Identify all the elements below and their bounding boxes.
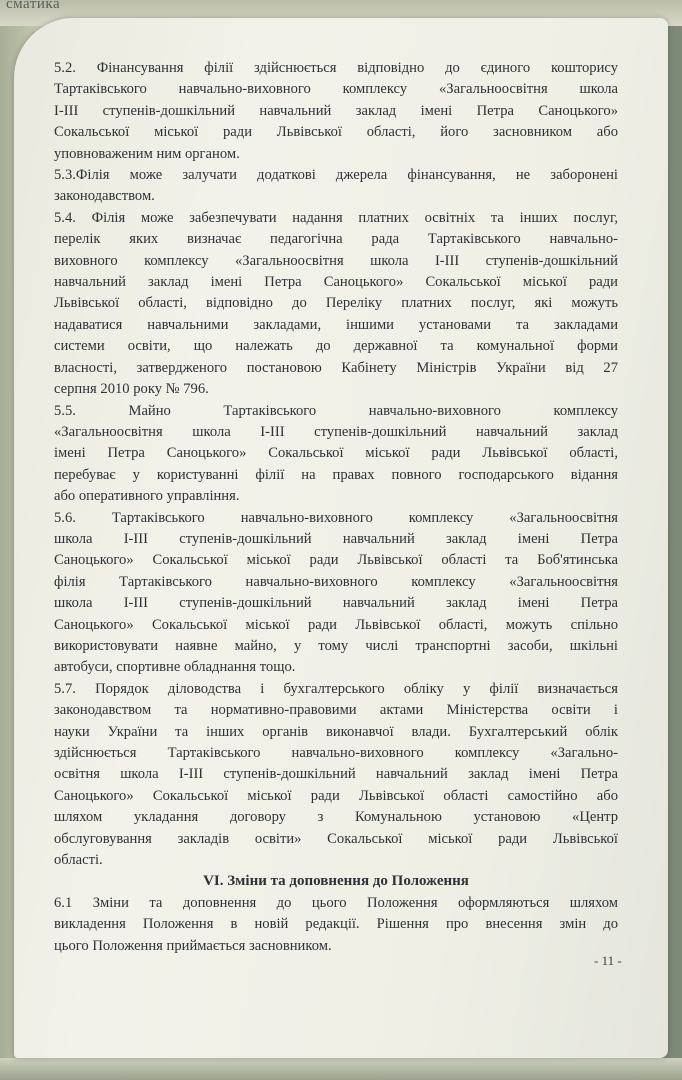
text-line: 5.4. Філія може забезпечувати надання платних освітніх та інших послуг, xyxy=(54,209,618,226)
document-page xyxy=(14,18,668,1058)
text-line: здійснюється Тартаківського навчально-виховного комплексу «Загально- xyxy=(54,745,618,761)
text-line: серпня 2010 року № 796. xyxy=(54,381,209,398)
text-line: 5.5. Майно Тартаківського навчально-виховного комплексу xyxy=(54,402,618,419)
text-line: надаватися навчальними закладами, іншими установами та закладами xyxy=(54,316,618,333)
text-line: 5.6. Тартаківського навчально-виховного комплексу «Загальноосвітня xyxy=(54,509,618,526)
text-line: Саноцького» Сокальської міської ради Львівської області, можуть спільно xyxy=(54,616,618,633)
text-line: Тартаківського навчально-виховного комплексу «Загальноосвітня школа xyxy=(54,81,618,98)
text-line: використовувати наявне майно, у тому числі транспортні засоби, шкільні xyxy=(54,637,618,654)
text-line: науки України та інших органів виконавчої влади. Бухгалтерський облік xyxy=(54,723,618,740)
text-line: законодавством та нормативно-правовими актами Міністерства освіти і xyxy=(54,702,618,719)
text-line: перебуває у користуванні філії на правах повного господарського відання xyxy=(54,466,618,483)
text-line: освітня школа І-ІІІ ступенів-дошкільний навчальний заклад імені Петра xyxy=(54,766,618,783)
text-line: законодавством. xyxy=(54,188,155,205)
text-line: 5.7. Порядок діловодства і бухгалтерського обліку у філії визначається xyxy=(54,680,618,697)
text-line: області. xyxy=(54,852,103,869)
text-line: обслуговування закладів освіти» Сокальської міської ради Львівської xyxy=(54,830,618,847)
text-line: 6.1 Зміни та доповнення до цього Положення оформляються шляхом xyxy=(54,894,618,911)
text-line: Саноцького» Сокальської міської ради Львівської області самостійно або xyxy=(54,787,618,804)
text-line: школа І-ІІІ ступенів-дошкільний навчальний заклад імені Петра xyxy=(54,595,618,612)
next-page-strip xyxy=(0,1058,682,1080)
previous-page-fragment: сматика xyxy=(6,0,61,12)
paragraph-6-1 xyxy=(54,893,618,957)
text-line: імені Петра Саноцького» Сокальської міської ради Львівської області, xyxy=(54,445,618,462)
paragraph-5-5 xyxy=(54,401,618,508)
text-line: Саноцького» Сокальської міської ради Львівської області та Боб'ятинська xyxy=(54,552,618,569)
page-number: - 11 - xyxy=(594,953,622,968)
paragraph-5-7 xyxy=(54,679,618,872)
text-line: філія Тартаківського навчально-виховного комплексу «Загальноосвітня xyxy=(54,573,618,590)
text-line: власності, затвердженого постановою Кабінету Міністрів України від 27 xyxy=(54,359,618,376)
text-line: цього Положення приймається засновником. xyxy=(54,937,332,954)
text-line: перелік яких визначає педагогічна рада Тартаківського навчально- xyxy=(54,231,618,248)
text-line: уповноваженим ним органом. xyxy=(54,145,240,162)
text-line: І-ІІІ ступенів-дошкільний навчальний заклад імені Петра Саноцького» xyxy=(54,102,618,119)
text-line: системи освіти, що належать до державної та комунальної форми xyxy=(54,338,618,355)
text-line: навчальний заклад імені Петра Саноцького» Сокальської міської ради xyxy=(54,274,618,291)
paragraph-5-6 xyxy=(54,508,618,679)
document-body xyxy=(54,58,618,957)
section-heading: VI. Зміни та доповнення до Положення xyxy=(203,873,469,890)
text-line: 5.2. Фінансування філії здійснюється відповідно до єдиного кошторису xyxy=(54,60,618,76)
text-line: викладення Положення в новій редакції. Рішення про внесення змін до xyxy=(54,916,618,933)
text-line: або оперативного управління. xyxy=(54,488,240,505)
text-line: школа І-ІІІ ступенів-дошкільний навчальний заклад імені Петра xyxy=(54,530,618,547)
paragraph-5-4 xyxy=(54,208,618,401)
text-line: «Загальноосвітня школа І-ІІІ ступенів-дошкільний навчальний заклад xyxy=(54,423,618,440)
paragraph-5-3 xyxy=(54,165,618,208)
text-line: автобуси, спортивне обладнання тощо. xyxy=(54,659,296,676)
text-line: Сокальської міської ради Львівської області, його засновником або xyxy=(54,124,618,141)
text-line: виховного комплексу «Загальноосвітня школа І-ІІІ ступенів-дошкільний xyxy=(54,252,618,269)
text-line: Львівської області, відповідно до Переліку платних послуг, які можуть xyxy=(54,295,618,312)
paragraph-5-2 xyxy=(54,58,618,165)
text-line: 5.3.Філія може залучати додаткові джерела фінансування, не заборонені xyxy=(54,167,618,184)
text-line: шляхом укладання договору з Комунальною установою «Центр xyxy=(54,809,618,826)
